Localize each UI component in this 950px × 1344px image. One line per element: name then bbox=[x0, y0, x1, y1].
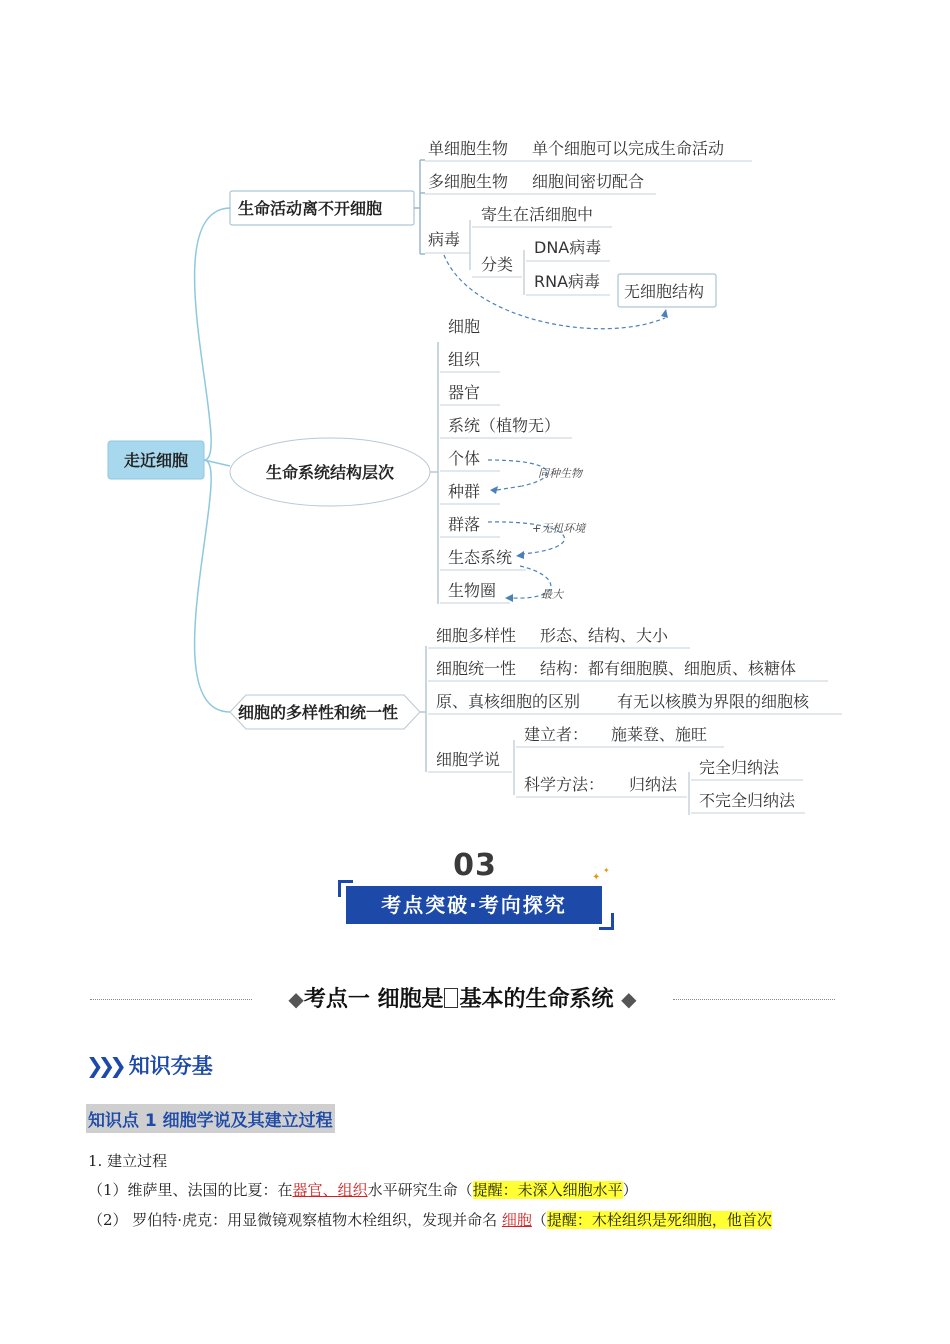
unity-desc: 结构：都有细胞膜、细胞质、核糖体 bbox=[540, 659, 797, 678]
level-item: 细胞 bbox=[448, 317, 481, 336]
arrowhead bbox=[661, 309, 668, 318]
multicellular-label: 多细胞生物 bbox=[428, 172, 509, 191]
virus-label: 病毒 bbox=[428, 230, 461, 249]
diversity-label: 细胞多样性 bbox=[436, 626, 517, 645]
theory-label: 细胞学说 bbox=[436, 750, 501, 769]
topic-title bbox=[90, 982, 835, 1013]
content-line-2 bbox=[88, 1209, 772, 1230]
level-item: 生态系统 bbox=[448, 548, 513, 567]
branch3-title: 细胞的多样性和统一性 bbox=[238, 703, 399, 722]
note-abiotic: +无机环境 bbox=[532, 522, 586, 535]
unicellular-label: 单细胞生物 bbox=[428, 139, 509, 158]
line2-highlight: 提醒：木栓组织是死细胞，他首次 bbox=[546, 1211, 772, 1229]
branch2-bracket bbox=[430, 342, 438, 604]
diamond-icon: ◆ bbox=[288, 987, 304, 1011]
knowledge-base-label: 知识夯基 bbox=[128, 1054, 213, 1078]
topic-header bbox=[90, 982, 835, 1016]
arrowhead bbox=[516, 551, 524, 559]
diversity-desc: 形态、结构、大小 bbox=[540, 626, 669, 645]
diamond-icon: ◆ bbox=[621, 987, 637, 1011]
branch2-title: 生命系统结构层次 bbox=[265, 463, 395, 482]
missing-glyph-box bbox=[444, 988, 458, 1008]
sparkle-icon: ✦ bbox=[592, 872, 601, 883]
branch1-title: 生命活动离不开细胞 bbox=[238, 199, 383, 218]
rna-virus: RNA病毒 bbox=[534, 272, 601, 291]
section-banner-text: 考点突破·考向探究 bbox=[346, 886, 602, 924]
content-line-1 bbox=[88, 1179, 638, 1200]
dna-virus: DNA病毒 bbox=[534, 238, 602, 257]
level-item: 个体 bbox=[448, 449, 481, 468]
item-1: 1. 建立过程 bbox=[88, 1152, 168, 1170]
line1-sep: 、 bbox=[322, 1181, 338, 1199]
level-item: 组织 bbox=[448, 350, 481, 369]
line1-highlight: 提醒：未深入细胞水平 bbox=[472, 1181, 623, 1199]
founders: 施莱登、施旺 bbox=[611, 725, 708, 744]
arrowhead bbox=[505, 594, 513, 602]
level-item: 系统（植物无） bbox=[448, 416, 561, 435]
line1-red-tissue: 组织 bbox=[337, 1181, 368, 1199]
topic-title-text: 考点一 细胞是 bbox=[303, 987, 444, 1012]
unicellular-desc: 单个细胞可以完成生命活动 bbox=[532, 139, 725, 158]
dashed-line bbox=[497, 486, 522, 490]
connector-branch3 bbox=[195, 460, 230, 712]
note-same-species: 同种生物 bbox=[538, 467, 582, 480]
multicellular-desc: 细胞间密切配合 bbox=[532, 172, 645, 191]
method-label: 科学方法： bbox=[524, 775, 605, 794]
founder-label: 建立者： bbox=[524, 725, 589, 744]
virus-parasite: 寄生在活细胞中 bbox=[481, 205, 594, 224]
sparkle-icon: ✦ bbox=[603, 866, 610, 875]
triple-chevron-icon: ❯❯❯ bbox=[86, 1054, 121, 1078]
section-banner bbox=[338, 866, 614, 930]
unity-label: 细胞统一性 bbox=[436, 659, 517, 678]
level-item: 群落 bbox=[448, 515, 481, 534]
difference-desc: 有无以核膜为界限的细胞核 bbox=[617, 692, 810, 711]
arrowhead bbox=[490, 486, 498, 494]
branch1-bracket bbox=[414, 160, 420, 254]
incomplete-induction: 不完全归纳法 bbox=[699, 791, 796, 810]
level-item: 生物圈 bbox=[448, 581, 497, 600]
topic-title-tail: 基本的生命系统 bbox=[459, 987, 614, 1012]
branch3-bracket bbox=[420, 646, 426, 772]
connector-branch1 bbox=[195, 208, 230, 460]
virus-class: 分类 bbox=[481, 255, 514, 274]
no-cell-label: 无细胞结构 bbox=[624, 282, 705, 301]
difference-label: 原、真核细胞的区别 bbox=[436, 692, 581, 711]
section-number: 03 bbox=[453, 848, 497, 883]
line2-mid: （ bbox=[531, 1211, 547, 1229]
note-largest: 最大 bbox=[541, 588, 563, 601]
line1-end: ） bbox=[622, 1181, 638, 1199]
root-label: 走近细胞 bbox=[123, 451, 189, 470]
line2-red-cell: 细胞 bbox=[501, 1211, 532, 1229]
knowledge-base-heading bbox=[86, 1050, 213, 1080]
knowledge-point-title: 知识点 1 细胞学说及其建立过程 bbox=[86, 1104, 335, 1133]
line1-prefix: （1）维萨里、法国的比夏：在 bbox=[88, 1181, 293, 1199]
line2-prefix: （2） 罗伯特·虎克：用显微镜观察植物木栓组织，发现并命名 bbox=[88, 1211, 502, 1229]
line1-mid: 水平研究生命（ bbox=[367, 1181, 473, 1199]
complete-induction: 完全归纳法 bbox=[699, 758, 780, 777]
level-item: 种群 bbox=[448, 482, 481, 501]
line1-red-organ: 器官 bbox=[292, 1181, 323, 1199]
method: 归纳法 bbox=[629, 775, 678, 794]
level-item: 器官 bbox=[448, 383, 481, 402]
